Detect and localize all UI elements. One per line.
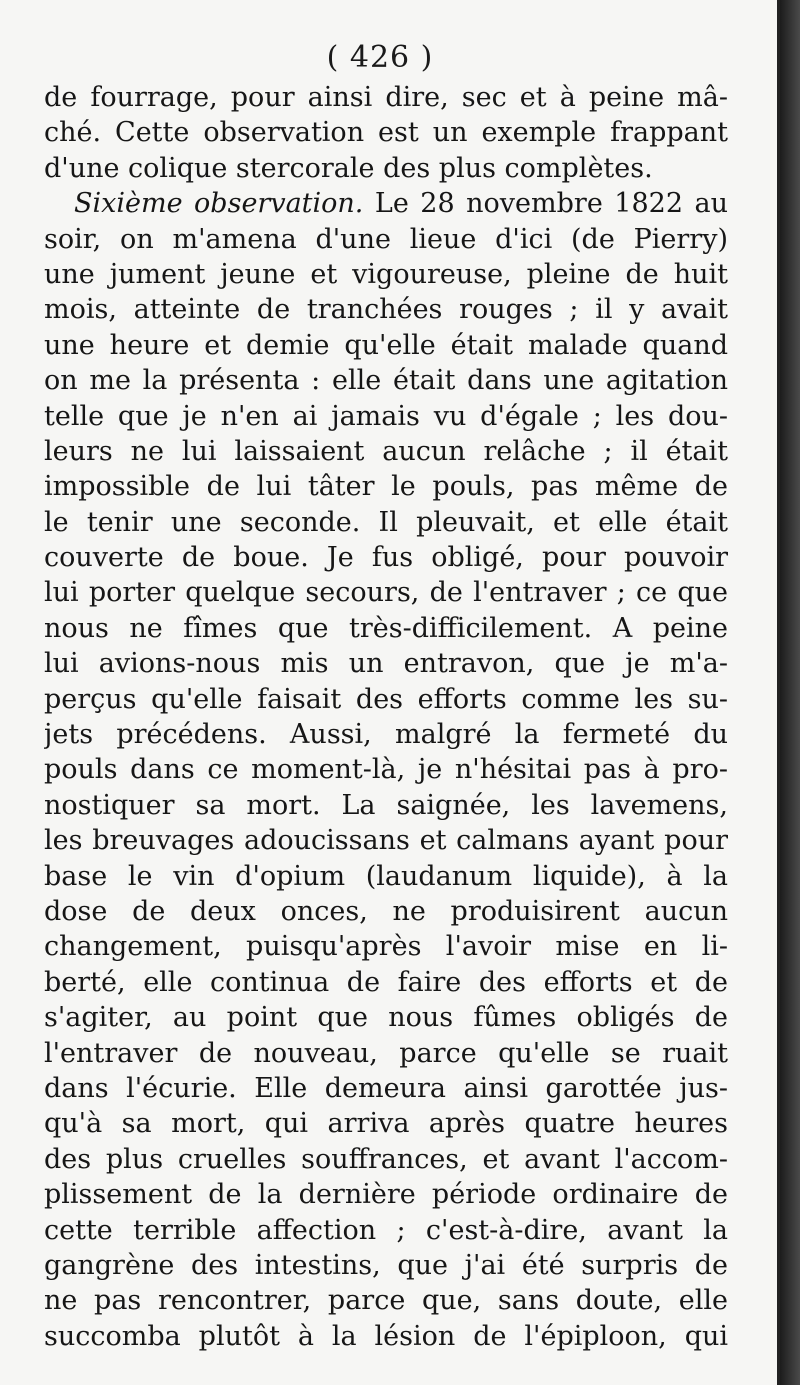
text-line: mois, atteinte de tranchées rouges ; il y avait	[44, 294, 728, 326]
text-line: s'agiter, au point que nous fûmes obligés de	[44, 1002, 728, 1034]
text-line: perçus qu'elle faisait des efforts comme les su-	[44, 683, 728, 715]
text-line: l'entraver de nouveau, parce qu'elle se ruait	[44, 1037, 728, 1069]
text-line: qu'à sa mort, qui arriva après quatre heures	[44, 1108, 728, 1140]
text-line: d'une colique stercorale des plus complètes.	[44, 152, 653, 184]
text-line: lui avions-nous mis un entravon, que je m'a-	[44, 648, 728, 680]
text-line: succomba plutôt à la lésion de l'épiploon, qui	[44, 1320, 728, 1352]
text-line: des plus cruelles souffrances, et avant l'accom-	[44, 1143, 728, 1175]
text-line: nostiquer sa mort. La saignée, les lavemens,	[44, 789, 728, 821]
text-line: jets précédens. Aussi, malgré la fermeté du	[44, 719, 728, 751]
text-line: on me la présenta : elle était dans une agitation	[44, 365, 728, 397]
text-line: plissement de la dernière période ordinaire de	[44, 1179, 728, 1211]
text-line: une jument jeune et vigoureuse, pleine de huit	[44, 258, 728, 290]
page-binding-shadow	[780, 0, 800, 1385]
observation-heading: Sixième observation.	[74, 188, 364, 220]
text-line: lui porter quelque secours, de l'entraver ; ce que	[44, 577, 728, 609]
text-line: cette terrible affection ; c'est-à-dire, avant la	[44, 1214, 728, 1246]
text-line-continuation: Le 28 novembre 1822 au	[374, 188, 728, 220]
text-line: berté, elle continua de faire des efforts et de	[44, 966, 728, 998]
text-line: soir, on m'amena d'une lieue d'ici (de Pierry)	[44, 223, 728, 255]
text-line: couverte de boue. Je fus obligé, pour pouvoir	[44, 542, 728, 574]
text-line: les breuvages adoucissans et calmans ayant pour	[44, 825, 728, 857]
page-number: ( 426 )	[326, 40, 434, 75]
text-line: une heure et demie qu'elle était malade quand	[44, 329, 728, 361]
text-line: impossible de lui tâter le pouls, pas même de	[44, 471, 728, 503]
text-line: base le vin d'opium (laudanum liquide), à la	[44, 860, 728, 892]
text-line: pouls dans ce moment-là, je n'hésitai pas à pro-	[44, 754, 728, 786]
text-line: leurs ne lui laissaient aucun relâche ; il était	[44, 435, 728, 467]
text-line: changement, puisqu'après l'avoir mise en li-	[44, 931, 728, 963]
body-text	[44, 80, 728, 1354]
text-line: dose de deux onces, ne produisirent aucun	[44, 895, 728, 927]
text-line: gangrène des intestins, que j'ai été surpris de	[44, 1249, 728, 1281]
text-line: nous ne fîmes que très-difficilement. A peine	[44, 612, 728, 644]
text-line: ché. Cette observation est un exemple frappant	[44, 117, 728, 149]
text-line: le tenir une seconde. Il pleuvait, et elle était	[44, 506, 728, 538]
text-line: telle que je n'en ai jamais vu d'égale ; les dou-	[44, 400, 728, 432]
text-line: dans l'écurie. Elle demeura ainsi garottée jus-	[44, 1072, 728, 1104]
text-line: de fourrage, pour ainsi dire, sec et à peine mâ-	[44, 82, 728, 113]
observation-heading-line	[44, 186, 728, 221]
text-line: ne pas rencontrer, parce que, sans doute, elle	[44, 1285, 728, 1317]
